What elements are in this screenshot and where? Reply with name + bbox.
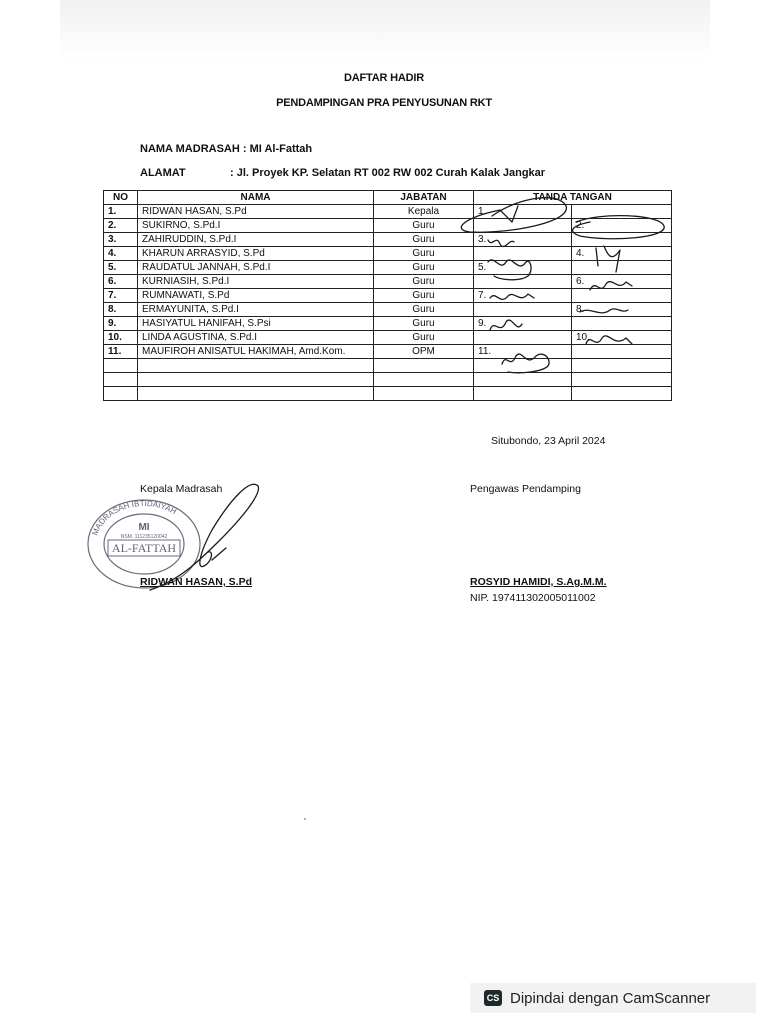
scan-speck bbox=[304, 818, 306, 820]
stamp-mi: MI bbox=[138, 522, 150, 533]
row-jabatan: Guru bbox=[374, 219, 474, 233]
row-nama bbox=[138, 373, 374, 387]
header-jabatan: JABATAN bbox=[374, 191, 474, 205]
stamp-ring-text: MADRASAH IBTIDAIYAH bbox=[90, 498, 178, 537]
row-nama: LINDA AGUSTINA, S.Pd.I bbox=[138, 331, 374, 345]
row-signature-right: 10. bbox=[572, 331, 672, 345]
kepala-name: RIDWAN HASAN, S.Pd bbox=[140, 576, 253, 588]
row-no: 6. bbox=[104, 275, 138, 289]
row-signature-left bbox=[474, 303, 572, 317]
madrasah-name: NAMA MADRASAH : MI Al-Fattah bbox=[140, 143, 313, 155]
place-date: Situbondo, 23 April 2024 bbox=[491, 435, 606, 447]
stamp-al-fattah: AL-FATTAH bbox=[111, 541, 177, 555]
table-row bbox=[104, 373, 672, 387]
camscanner-text: Dipindai dengan CamScanner bbox=[510, 989, 711, 1007]
row-no: 11. bbox=[104, 345, 138, 359]
table-row bbox=[104, 289, 672, 303]
row-nama: HASIYATUL HANIFAH, S.Psi bbox=[138, 317, 374, 331]
row-no: 4. bbox=[104, 247, 138, 261]
row-no: 5. bbox=[104, 261, 138, 275]
row-no: 2. bbox=[104, 219, 138, 233]
document-title: DAFTAR HADIR bbox=[344, 72, 424, 84]
row-nama: ZAHIRUDDIN, S.Pd.I bbox=[138, 233, 374, 247]
row-nama bbox=[138, 387, 374, 401]
row-jabatan bbox=[374, 359, 474, 373]
row-signature-right bbox=[572, 317, 672, 331]
scan-shadow bbox=[60, 0, 710, 60]
row-signature-left bbox=[474, 373, 572, 387]
address-value: : Jl. Proyek KP. Selatan RT 002 RW 002 Curah Kalak Jangkar bbox=[230, 167, 546, 179]
row-nama: KURNIASIH, S.Pd.I bbox=[138, 275, 374, 289]
row-jabatan: Guru bbox=[374, 233, 474, 247]
row-signature-left bbox=[474, 359, 572, 373]
table-row bbox=[104, 387, 672, 401]
row-jabatan bbox=[374, 387, 474, 401]
row-nama: SUKIRNO, S.Pd.I bbox=[138, 219, 374, 233]
row-no bbox=[104, 359, 138, 373]
row-signature-right: 6. bbox=[572, 275, 672, 289]
row-nama: RAUDATUL JANNAH, S.Pd.I bbox=[138, 261, 374, 275]
row-signature-left: 1. bbox=[474, 205, 572, 219]
row-no: 3. bbox=[104, 233, 138, 247]
row-signature-left: 3. bbox=[474, 233, 572, 247]
row-nama bbox=[138, 359, 374, 373]
row-no: 1. bbox=[104, 205, 138, 219]
row-jabatan: Guru bbox=[374, 275, 474, 289]
address-label: ALAMAT bbox=[140, 167, 186, 179]
row-signature-left bbox=[474, 387, 572, 401]
table-row bbox=[104, 219, 672, 233]
row-nama: RUMNAWATI, S.Pd bbox=[138, 289, 374, 303]
row-signature-left bbox=[474, 275, 572, 289]
header-no: NO bbox=[104, 191, 138, 205]
row-jabatan: Guru bbox=[374, 289, 474, 303]
row-signature-right bbox=[572, 261, 672, 275]
table-row bbox=[104, 261, 672, 275]
row-no bbox=[104, 387, 138, 401]
row-nama: ERMAYUNITA, S.Pd.I bbox=[138, 303, 374, 317]
table-row bbox=[104, 205, 672, 219]
row-signature-right bbox=[572, 373, 672, 387]
row-jabatan: Guru bbox=[374, 317, 474, 331]
row-nama: MAUFIROH ANISATUL HAKIMAH, Amd.Kom. bbox=[138, 345, 374, 359]
table-header-row bbox=[104, 191, 672, 205]
table-row bbox=[104, 317, 672, 331]
camscanner-watermark bbox=[470, 983, 756, 1013]
address-line bbox=[140, 167, 545, 179]
attendance-rows bbox=[104, 205, 672, 401]
row-signature-left bbox=[474, 219, 572, 233]
row-signature-left: 5. bbox=[474, 261, 572, 275]
camscanner-logo-icon: CS bbox=[484, 990, 502, 1006]
row-signature-right bbox=[572, 345, 672, 359]
row-signature-right: 8. bbox=[572, 303, 672, 317]
kepala-label: Kepala Madrasah bbox=[140, 483, 223, 495]
table-row bbox=[104, 247, 672, 261]
row-no: 9. bbox=[104, 317, 138, 331]
row-no: 10. bbox=[104, 331, 138, 345]
stamp-nsm: NSM. 111235120042 bbox=[120, 534, 168, 540]
row-signature-left: 7. bbox=[474, 289, 572, 303]
pengawas-nip: NIP. 197411302005011002 bbox=[470, 592, 596, 604]
row-jabatan bbox=[374, 373, 474, 387]
document-subtitle: PENDAMPINGAN PRA PENYUSUNAN RKT bbox=[276, 97, 492, 109]
table-row bbox=[104, 345, 672, 359]
row-signature-right bbox=[572, 205, 672, 219]
row-signature-right bbox=[572, 359, 672, 373]
table-row bbox=[104, 331, 672, 345]
row-signature-left bbox=[474, 247, 572, 261]
row-jabatan: Guru bbox=[374, 261, 474, 275]
row-signature-left bbox=[474, 331, 572, 345]
row-jabatan: OPM bbox=[374, 345, 474, 359]
row-signature-right: 4. bbox=[572, 247, 672, 261]
row-nama: RIDWAN HASAN, S.Pd bbox=[138, 205, 374, 219]
row-jabatan: Guru bbox=[374, 331, 474, 345]
row-nama: KHARUN ARRASYID, S.Pd bbox=[138, 247, 374, 261]
row-no bbox=[104, 373, 138, 387]
table-row bbox=[104, 303, 672, 317]
row-jabatan: Kepala bbox=[374, 205, 474, 219]
row-no: 7. bbox=[104, 289, 138, 303]
table-row bbox=[104, 233, 672, 247]
row-signature-right: 2. bbox=[572, 219, 672, 233]
attendance-table bbox=[103, 190, 672, 401]
header-tanda-tangan: TANDA TANGAN bbox=[474, 191, 672, 205]
row-signature-right bbox=[572, 387, 672, 401]
table-row bbox=[104, 275, 672, 289]
row-signature-right bbox=[572, 289, 672, 303]
row-jabatan: Guru bbox=[374, 303, 474, 317]
row-no: 8. bbox=[104, 303, 138, 317]
row-signature-left: 11. bbox=[474, 345, 572, 359]
pengawas-label: Pengawas Pendamping bbox=[470, 483, 581, 495]
row-jabatan: Guru bbox=[374, 247, 474, 261]
header-nama: NAMA bbox=[138, 191, 374, 205]
pengawas-name: ROSYID HAMIDI, S.Ag.M.M. bbox=[470, 576, 607, 588]
row-signature-left: 9. bbox=[474, 317, 572, 331]
table-row bbox=[104, 359, 672, 373]
row-signature-right bbox=[572, 233, 672, 247]
